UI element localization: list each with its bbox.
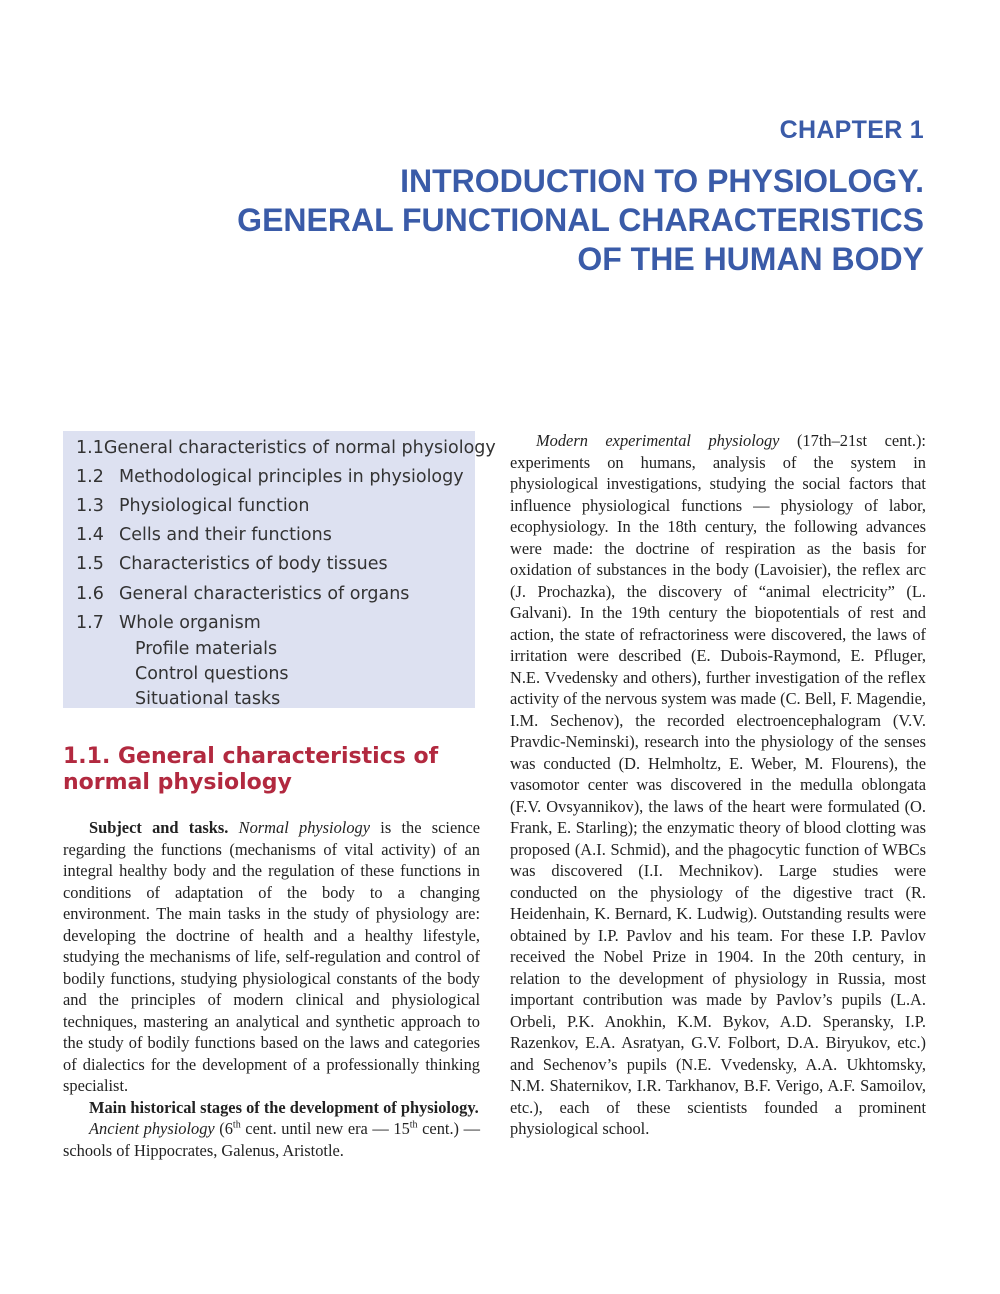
toc-number: 1.2 (76, 466, 104, 487)
toc-subitem[interactable]: Situational tasks (135, 689, 281, 710)
toc-item[interactable] (63, 491, 475, 520)
toc-item[interactable] (63, 462, 475, 491)
chapter-title-line: OF THE HUMAN BODY (577, 241, 924, 277)
table-of-contents (63, 431, 496, 710)
chapter-title-line: GENERAL FUNCTIONAL CHARACTERISTICS (237, 202, 924, 238)
toc-label: General characteristics of organs (119, 583, 410, 604)
toc-subitem[interactable]: Profile materials (135, 639, 278, 660)
paragraph-heading: Main historical stages of the development of physiology. (89, 1097, 479, 1117)
toc-number: 1.7 (76, 612, 104, 633)
toc-number: 1.1 (76, 437, 104, 458)
section-title: 1.1. General characteristics of normal physiology (63, 744, 439, 795)
paragraph (63, 1118, 480, 1161)
paragraph-text: (17th–21st cent.): experiments on humans, analysis of the system in physiological investigations, studying the social factors that influence physiological functions — physiology of labor, ecophysiology. In the 18th century, the following advances were made: the doctrine of respiration as the basis for oxidation of substances in the body (Lavoisier), the reflex arc (J. Prochazka), the discovery of “animal electricity” (L. Galvani). In the 19th century the biopotentials of rest and action, the state of refractoriness were discovered, the laws of irritation were described (E. Dubois-Raymond, E. Pfluger, N.E. Vvedensky and others), further investigation of the reflex activity of the nervous system was made (C. Bell, F. Magendie, I.M. Sechenov), the recorded electroencephalogram (V.V. Pravdic-Neminski), research into the physiology of the senses was conducted (D. Helmholtz, E. Weber, M. Flourens), the vasomotor center was discovered in the medulla oblongata (F.V. Ovsyannikov), the laws of the heart were formulated (O. Frank, E. Starling); the enzymatic theory of blood clotting was proposed (A.I. Schmid), and the phagocytic function of WBCs was discovered (I.I. Mechnikov). Large studies were conducted on the physiology of the digestive tract (R. Heidenhain, K. Bernard, K. Ludwig). Outstanding results were obtained by I.P. Pavlov and his team. For these I.P. Pavlov received the Nobel Prize in 1904. In the 20th century, in relation to the development of physiology in Russia, most important contribution was made by Pavlov’s pupils (L.A. Orbeli, P.K. Anokhin, K.M. Bykov, A.D. Speransky, I.P. Razenkov, E.A. Asratyan, G.V. Folbort, D.A. Biryukov, etc.) and Sechenov’s pupils (N.E. Vvedensky, A.A. Ukhtomsky, N.M. Shaternikov, I.R. Tarkhanov, B.F. Verigo, A.F. Samoilov, etc.), each of these scientists founded a prominent physiological school. (510, 431, 926, 1138)
chapter-title-line: INTRODUCTION TO PHYSIOLOGY. (400, 163, 924, 199)
paragraph (510, 430, 926, 1140)
toc-item[interactable] (63, 550, 475, 579)
paragraph-text: cent.) — schools of Hippocrates, Galenus, Aristotle. (63, 1119, 480, 1160)
paragraph (63, 817, 480, 1097)
paragraph-lead: Subject and tasks. (89, 818, 229, 837)
right-column (510, 430, 926, 1140)
chapter-title (104, 162, 924, 279)
toc-number: 1.6 (76, 583, 104, 604)
toc-item[interactable] (63, 433, 496, 462)
superscript: th (232, 1119, 241, 1131)
toc-label: Physiological function (119, 495, 310, 516)
superscript: th (409, 1119, 418, 1131)
toc-number: 1.4 (76, 525, 104, 546)
toc-label: Methodological principles in physiology (119, 466, 464, 487)
toc-number: 1.3 (76, 495, 104, 516)
paragraph (63, 1097, 480, 1119)
toc-label: Whole organism (119, 612, 261, 633)
toc-label: General characteristics of normal physiology (103, 437, 496, 458)
paragraph-text: (6 (219, 1119, 233, 1138)
toc-item[interactable] (63, 579, 475, 608)
italic-term: Modern experimental physiology (536, 431, 780, 450)
toc-subitem[interactable]: Control questions (135, 664, 289, 685)
paragraph-text: cent. until new era — 15 (245, 1119, 410, 1138)
toc-label: Cells and their functions (119, 525, 332, 546)
toc-label: Characteristics of body tissues (119, 554, 388, 575)
left-column (63, 817, 480, 1161)
toc-item[interactable] (63, 521, 475, 550)
italic-term: Normal physiology (238, 818, 371, 837)
italic-term: Ancient physiology (89, 1119, 215, 1138)
chapter-label: CHAPTER 1 (779, 116, 924, 144)
toc-number: 1.5 (76, 554, 104, 575)
paragraph-text: is the science regarding the functions (mechanisms of vital activity) of an integral healthy body and the regulation of these functions in conditions of adaptation of the body to a changing environment. The main tasks in the study of physiology are: developing the doctrine of health and a healthy lifestyle, studying the mechanisms of life, self-regulation and control of bodily functions, studying physiological constants of the body and the principles of modern clinical and physiological techniques, mastering an analytical and synthetic approach to the study of bodily functions based on the laws and categories of dialectics for the development of a professionally thinking specialist. (63, 818, 480, 1095)
toc-item[interactable] (63, 608, 475, 637)
